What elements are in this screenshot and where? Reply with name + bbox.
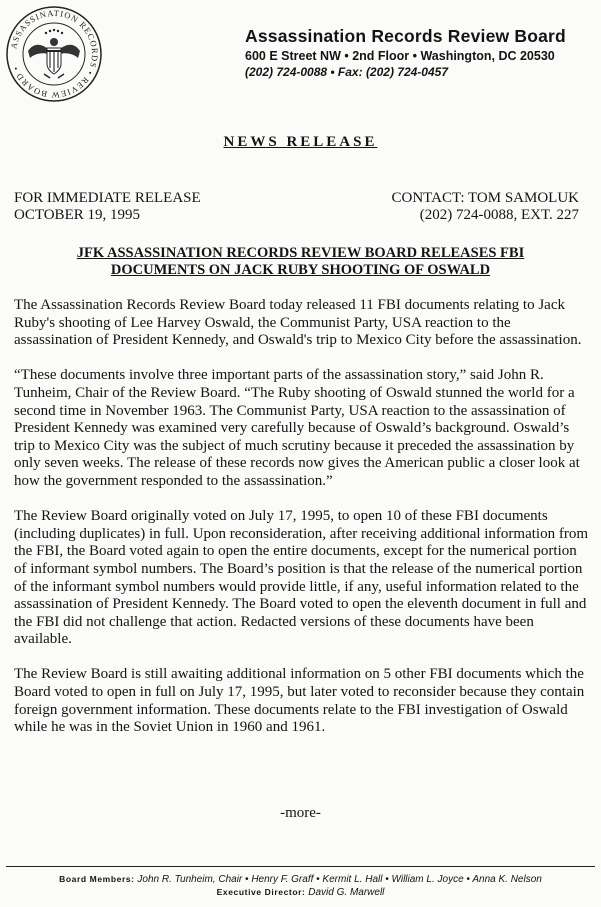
contact-phone: (202) 724-0088, EXT. 227	[419, 207, 579, 223]
contact-info	[391, 190, 579, 224]
body-text	[14, 297, 592, 754]
org-phone-fax: (202) 724-0088 • Fax: (202) 724-0457	[245, 65, 448, 79]
paragraph: “These documents involve three important parts of the assassination story,” said John R. Tunheim, Chair of the Review Board. “The Ruby shooting of Oswald stunned the world for a second time in November 1963. The Communist Party, USA reaction to the assassination of President Kennedy was examined very carefully because of Oswald’s background. Oswald’s trip to Mexico City was the subject of much scrutiny because it preceded the assassination by only seven weeks. The release of these records now gives the American public a closer look at how the government responded to the assassination.”	[14, 367, 580, 489]
board-members-list: John R. Tunheim, Chair • Henry F. Graff • Kermit L. Hall • William L. Joyce • Anna K. Nelson	[137, 874, 542, 885]
news-release-text: NEWS RELEASE	[223, 134, 378, 150]
headline	[0, 245, 601, 279]
org-address: 600 E Street NW • 2nd Floor • Washington, DC 20530	[245, 49, 555, 63]
board-members-label: Board Members:	[59, 874, 135, 884]
executive-director-label: Executive Director:	[216, 887, 306, 897]
release-date: OCTOBER 19, 1995	[14, 207, 140, 223]
org-name: Assassination Records Review Board	[245, 26, 566, 46]
board-members-line	[0, 873, 601, 886]
svg-text:ASSASSINATION RECORDS • REVIEW: ASSASSINATION RECORDS • REVIEW BOARD •	[8, 7, 101, 101]
release-line: FOR IMMEDIATE RELEASE	[14, 190, 201, 206]
footer	[0, 873, 601, 899]
more-marker: -more-	[280, 805, 321, 821]
release-info	[14, 190, 201, 224]
paragraph: The Review Board is still awaiting additional information on 5 other FBI documents which the Board voted to open in full on July 17, 1995, but later voted to reconsider because they contain foreign government information. These documents relate to the FBI investigation of Oswald while he was in the Soviet Union in 1960 and 1961.	[14, 666, 585, 736]
letterhead	[245, 26, 595, 79]
headline-line-2: DOCUMENTS ON JACK RUBY SHOOTING OF OSWALD	[110, 262, 491, 278]
paragraph: The Review Board originally voted on July 17, 1995, to open 10 of these FBI documents (including duplicates) in full. Upon reconsideration, after receiving additional information from the FBI, the Board voted again to open the entire documents, except for the numerical portion of informant symbol numbers. The Board’s position is that the release of the numerical portion of the informant symbol numbers would provide little, if any, useful information related to the assassination of President Kennedy. The Board voted to open the eleventh document in full and the FBI did not challenge that action. Redacted versions of these documents have been available.	[14, 508, 588, 648]
executive-director-line	[0, 886, 601, 899]
eagle-seal-icon	[4, 4, 104, 104]
footer-divider	[6, 866, 595, 867]
headline-line-1: JFK ASSASSINATION RECORDS REVIEW BOARD RELEASES FBI	[76, 245, 525, 261]
contact-name: CONTACT: TOM SAMOLUK	[391, 190, 579, 206]
paragraph: The Assassination Records Review Board today released 11 FBI documents relating to Jack Ruby's shooting of Lee Harvey Oswald, the Communist Party, USA reaction to the assassination of President Kennedy, and Oswald's trip to Mexico City before the assassination.	[14, 297, 582, 349]
news-release-heading	[0, 134, 601, 151]
executive-director-name: David G. Marwell	[308, 887, 385, 898]
seal-logo	[4, 4, 104, 104]
